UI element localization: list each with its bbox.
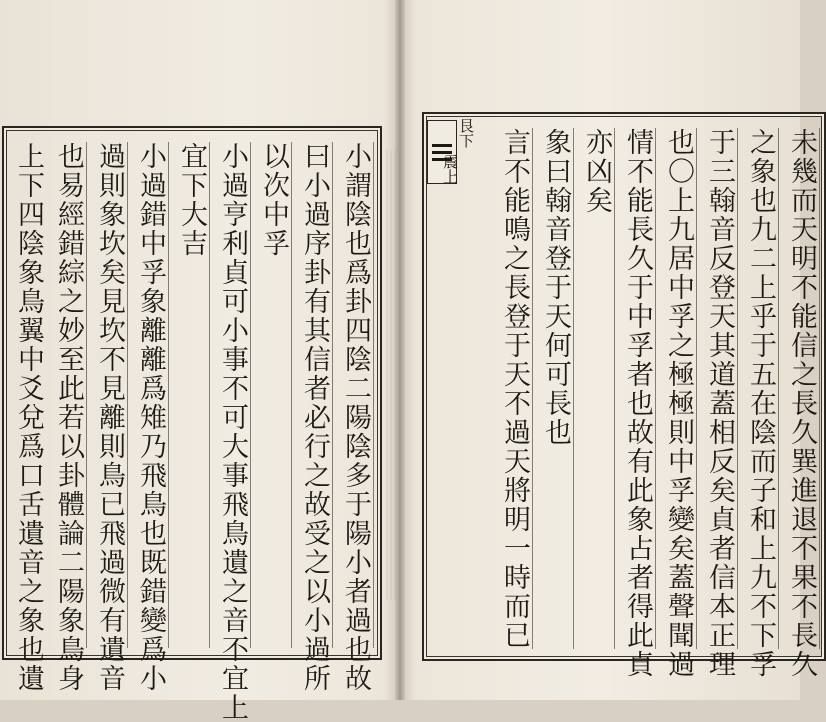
left-text-column-7: 過則象坎矣見坎不見離則鳥已飛過微有遺音 xyxy=(91,142,128,648)
left-text-column-1: 小謂陰也爲卦四陰二陽陰多于陽小者過也故 xyxy=(337,142,374,648)
right-page-frame xyxy=(422,112,826,679)
right-text-column-8: 言不能鳴之長登于天不過天將明一時而已 xyxy=(496,128,533,649)
left-text-column-2: 曰小過序卦有其信者必行之故受之以小過所 xyxy=(296,142,333,648)
left-text-column-4: 小過亨利貞可小事不可大事飛鳥遺之音不宜上 xyxy=(214,142,251,648)
left-text-column-6: 小過錯中孚象離離爲雉乃飛鳥也既錯變爲小 xyxy=(132,142,169,648)
left-text-column-9: 上下四陰象鳥翼中爻兌爲口舌遺音之象也遺 xyxy=(13,142,44,693)
right-text-column-3: 于三翰音反登天其道蓋相反矣貞者信本正理 xyxy=(701,128,738,649)
right-text-column-2: 之象也九二上乎于五在陰而子和上九不下孚 xyxy=(742,128,779,649)
right-text-column-7: 象曰翰音登于天何可長也 xyxy=(537,128,574,649)
right-text-column-1: 未幾而天明不能信之長久巽進退不果不長久 xyxy=(783,128,820,649)
left-page xyxy=(0,0,398,722)
right-text-column-4: 也〇上九居中孚之極極則中孚變矣蓋聲聞過 xyxy=(660,128,697,649)
hexagram-label-lower: 艮下 xyxy=(457,118,475,148)
left-page-frame xyxy=(2,126,382,722)
right-page xyxy=(402,0,817,700)
left-text-column-5: 宜下大吉 xyxy=(173,142,210,648)
right-text-column-5: 情不能長久于中孚者也故有此象占者得此貞 xyxy=(619,128,656,649)
left-text-column-8: 也易經錯綜之妙至此若以卦體論二陽象鳥身 xyxy=(50,142,87,648)
hexagram-label-upper: 震上 xyxy=(441,154,459,184)
left-text-column-3: 以次中孚 xyxy=(255,142,292,648)
right-text-column-6: 亦凶矣 xyxy=(578,128,615,649)
